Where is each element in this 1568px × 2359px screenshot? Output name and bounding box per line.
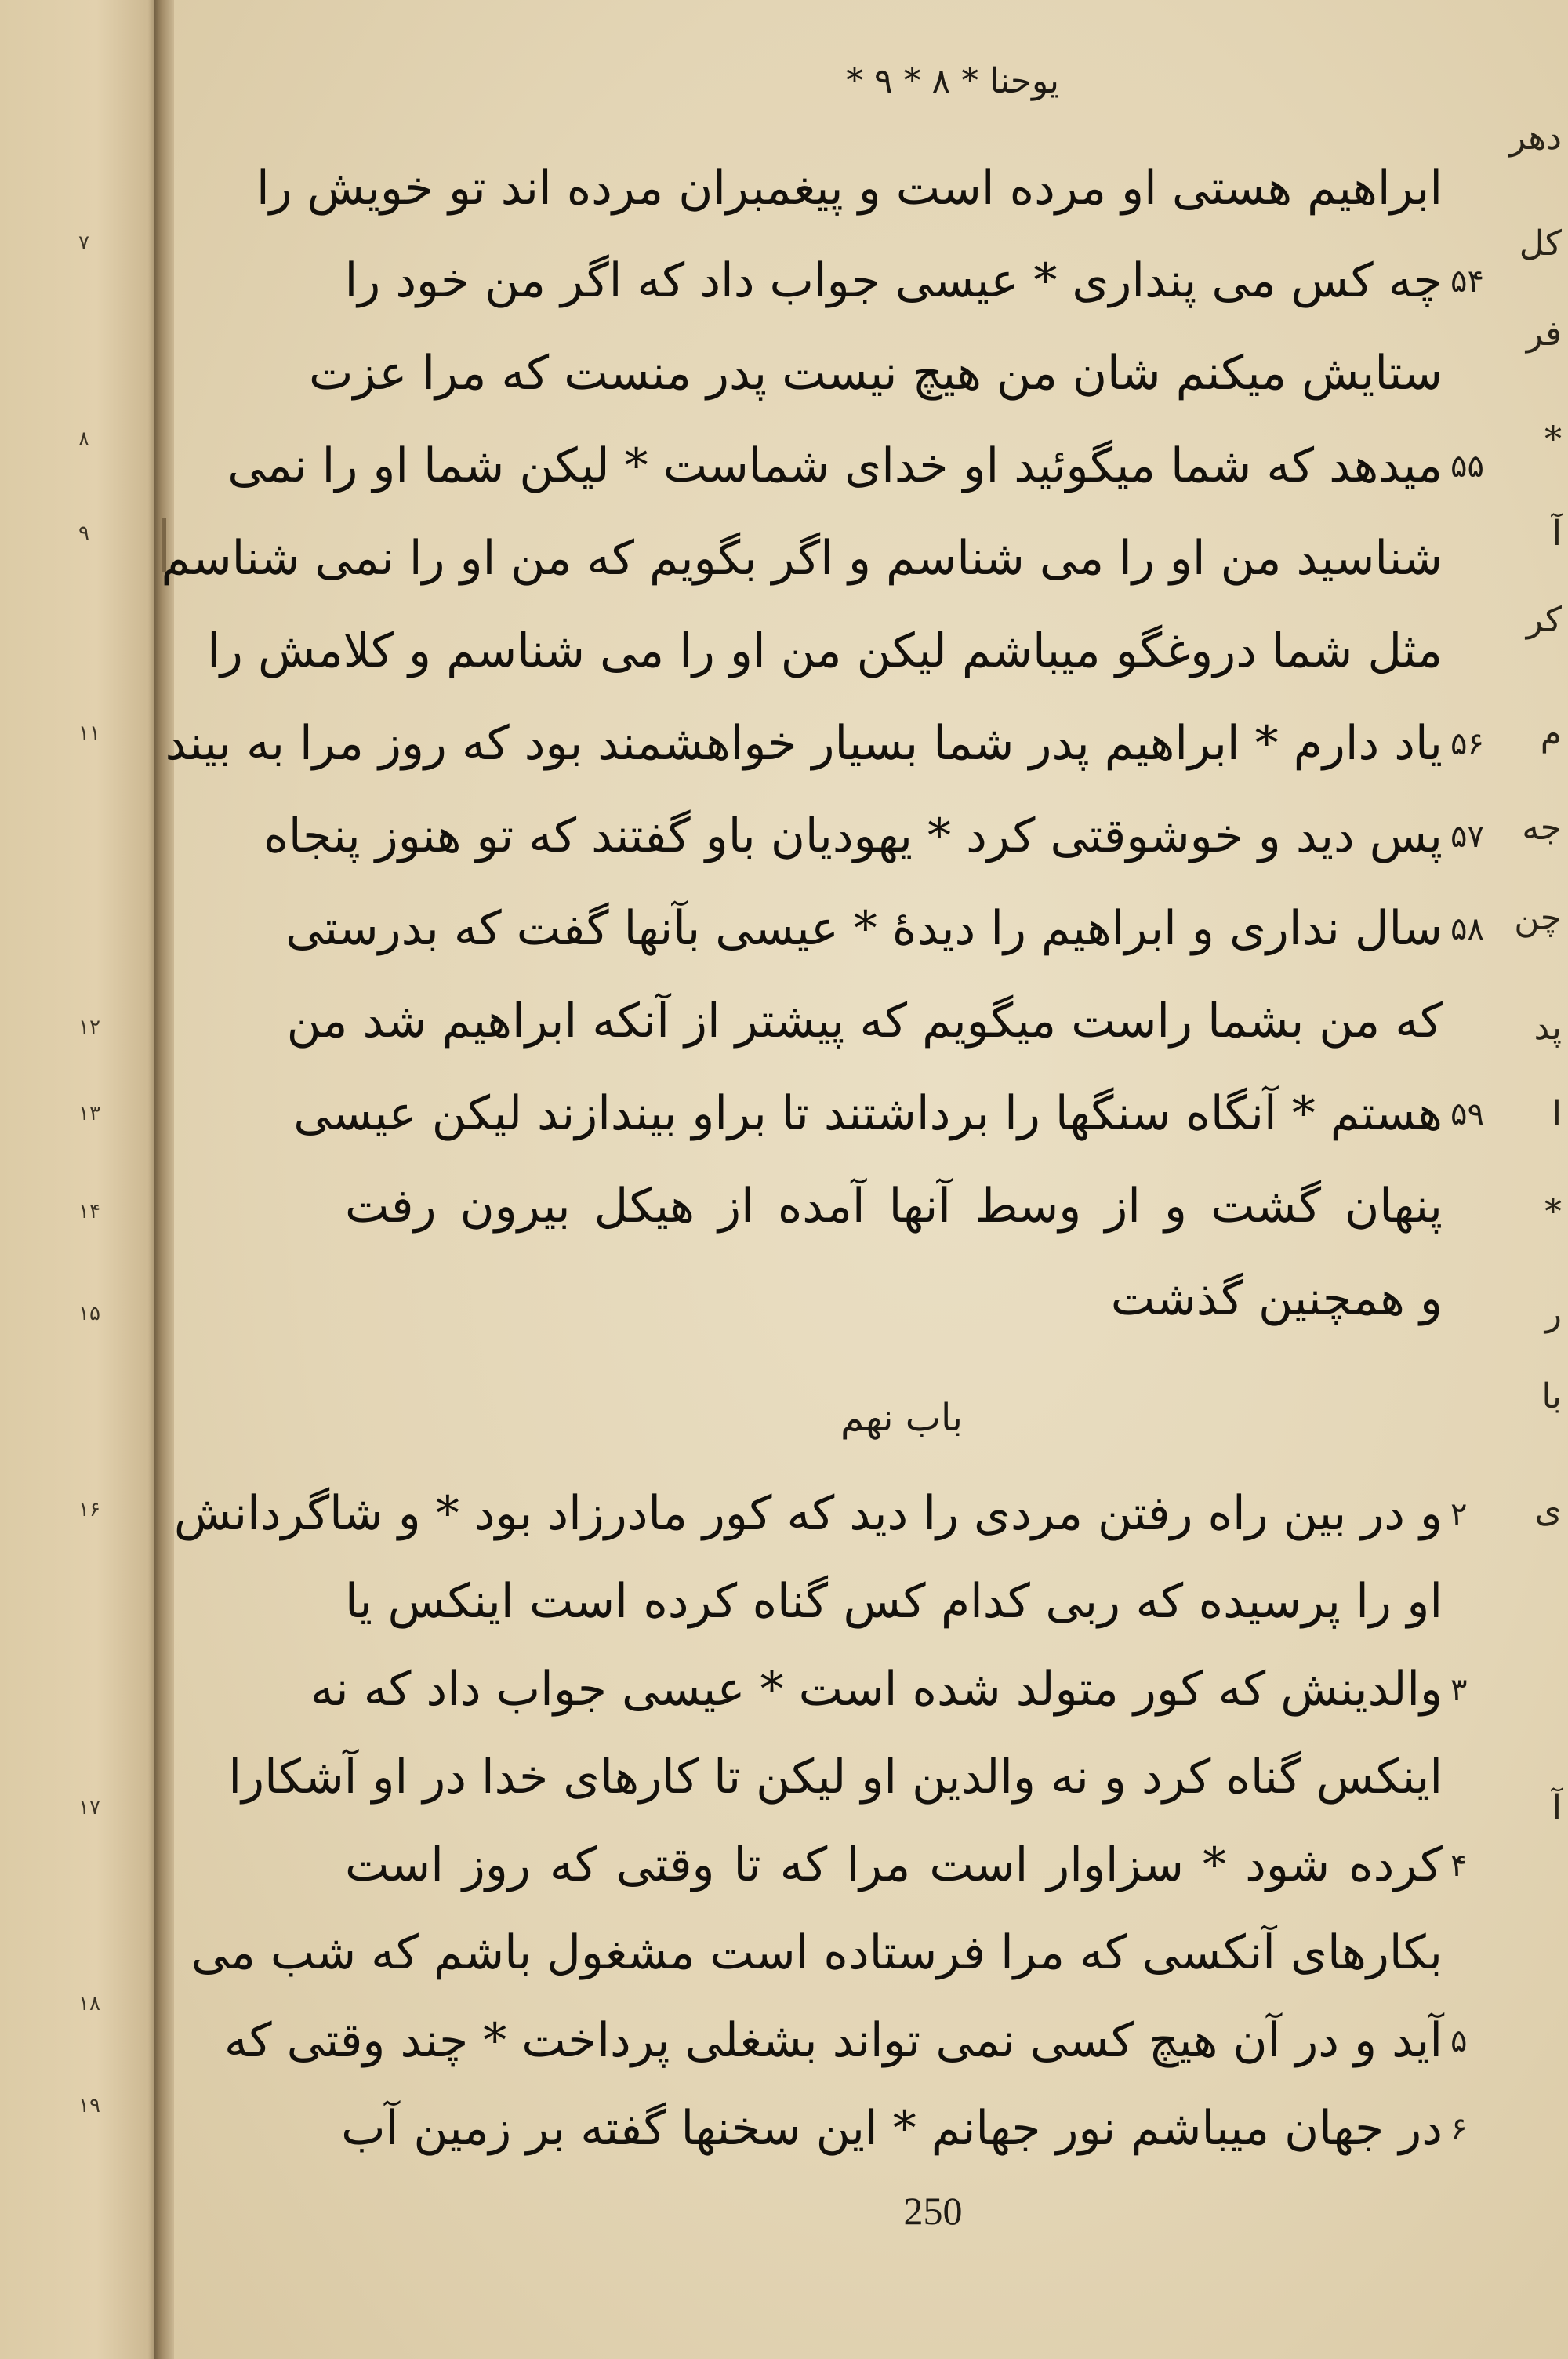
left-fragment-text: * (1544, 420, 1562, 460)
verse-number: ۵۴ (1450, 264, 1484, 300)
left-fragment-text: آ (1552, 514, 1562, 554)
text-line: و همچنین گذشت (1110, 1271, 1443, 1326)
text-line: سال نداری و ابراهیم را دیدهٔ * عیسی بآنها گفت که بدرستی (285, 901, 1443, 956)
text-line: هستم * آنگاه سنگها را برداشتند تا براو بیندازند لیکن عیسی (293, 1086, 1443, 1141)
chapter-heading: باب نهم (840, 1396, 963, 1440)
left-fragment-verse-number: ۱۲ (78, 1016, 100, 1039)
left-fragment-text: کر (1526, 600, 1562, 640)
verse-number: ۶ (1450, 2111, 1468, 2147)
left-fragment-verse-number: ۱۹ (78, 2094, 100, 2117)
left-fragment-verse-number: ۱۷ (78, 1796, 100, 1819)
verse-number: ۵۷ (1450, 819, 1484, 855)
text-line: او را پرسیده که ربی کدام کس گناه کرده است اینکس یا (345, 1574, 1443, 1629)
page-number: 250 (903, 2189, 963, 2233)
text-line: پنهان گشت و از وسط آنها آمده از هیکل بیرون رفت (345, 1179, 1443, 1234)
left-fragment-verse-number: ۸ (78, 427, 89, 451)
text-line: ابراهیم هستی او مرده است و پیغمبران مرده اند تو خویش را (256, 161, 1443, 216)
left-fragment-verse-number: ۹ (78, 522, 89, 545)
verse-number: ۵۸ (1450, 911, 1484, 947)
text-line: پس دید و خوشوقتی کرد * یهودیان باو گفتند که تو هنوز پنجاه (263, 809, 1443, 863)
left-fragment-text: با (1541, 1376, 1562, 1416)
verse-number: ۴ (1450, 1848, 1468, 1884)
text-line: والدینش که کور متولد شده است * عیسی جواب داد که نه (310, 1662, 1443, 1717)
text-line: در جهان میباشم نور جهانم * این سخنها گفته بر زمین آب (341, 2101, 1443, 2156)
left-fragment-text: چن (1514, 898, 1562, 938)
text-line: مثل شما دروغگو میباشم لیکن من او را می شناسم و کلامش را (207, 623, 1443, 678)
verse-number: ۵۶ (1450, 726, 1484, 762)
verse-number: ۵۵ (1450, 449, 1484, 485)
left-fragment-text: ا (1552, 1094, 1562, 1134)
left-fragment-text: م (1540, 714, 1562, 754)
text-line: ستایش میکنم شان من هیچ نیست پدر منست که مرا عزت (308, 346, 1443, 401)
left-fragment-verse-number: ۷ (78, 231, 89, 255)
left-fragment-text: دهر (1508, 118, 1562, 158)
book-gutter (154, 0, 174, 2359)
verse-number: ۵ (1450, 2023, 1468, 2059)
text-line: بکارهای آنکسی که مرا فرستاده است مشغول باشم که شب می (191, 1925, 1443, 1980)
left-fragment-text: * (1544, 1192, 1562, 1232)
text-line: چه کس می پنداری * عیسی جواب داد که اگر من خود را (344, 253, 1443, 308)
left-fragment-text: فر (1526, 314, 1562, 354)
text-line: اینکس گناه کرد و نه والدین او لیکن تا کارهای خدا در او آشکارا (228, 1750, 1443, 1805)
left-fragment-text: ی (1534, 1490, 1562, 1530)
left-fragment-text: کل (1519, 224, 1562, 264)
text-line: آید و در آن هیچ کسی نمی تواند بشغلی پرداخت * چند وقتی که (223, 2013, 1443, 2068)
verse-number: ۳ (1450, 1672, 1468, 1708)
left-fragment-verse-number: ۱۶ (78, 1498, 100, 1521)
left-fragment-verse-number: ۱۸ (78, 1992, 100, 2016)
verse-number: ۲ (1450, 1496, 1468, 1532)
left-fragment-verse-number: ۱۱ (78, 722, 100, 745)
left-fragment-verse-number: ۱۴ (78, 1200, 100, 1223)
left-fragment-text: جه (1522, 808, 1562, 848)
text-line: یاد دارم * ابراهیم پدر شما بسیار خواهشمند بود که روز مرا به بیند (165, 716, 1443, 771)
left-fragment-text: ر (1544, 1294, 1562, 1334)
text-line: و در بین راه رفتن مردی را دید که کور مادرزاد بود * و شاگردانش (173, 1486, 1443, 1541)
left-fragment-verse-number: ۱۳ (78, 1102, 100, 1125)
text-line: میدهد که شما میگوئید او خدای شماست * لیکن شما او را نمی (227, 438, 1443, 493)
left-fragment-text: آ (1552, 1788, 1562, 1828)
text-line: کرده شود * سزاوار است مرا که تا وقتی که روز است (345, 1837, 1443, 1892)
left-fragment-text: پد (1534, 1008, 1562, 1048)
text-line: که من بشما راست میگویم که پیشتر از آنکه ابراهیم شد من (286, 994, 1443, 1049)
page-header: یوحنا * ۸ * ۹ * (845, 61, 1060, 101)
verse-number: ۵۹ (1450, 1096, 1484, 1132)
left-fragment-verse-number: ۱۵ (78, 1302, 100, 1325)
text-line: شناسید من او را می شناسم و اگر بگویم که من او را نمی شناسم (161, 531, 1443, 586)
